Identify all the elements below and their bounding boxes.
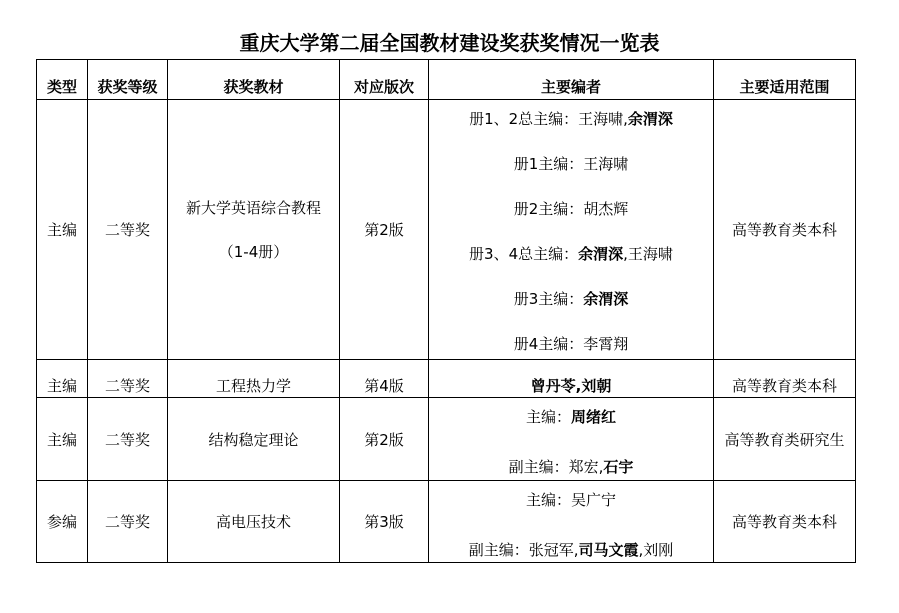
cell-scope: 高等教育类本科 [714, 100, 856, 360]
header-row [37, 60, 856, 100]
header-edition: 对应版次 [340, 60, 429, 100]
editor-line: 册4主编：李霄翔 [513, 335, 629, 354]
cell-type: 参编 [37, 481, 88, 563]
editor-line: 册3主编：余渭深 [513, 290, 629, 309]
cell-editors [429, 398, 714, 481]
cell-edition: 第4版 [340, 360, 429, 398]
editor-line: 册1主编：王海啸 [513, 154, 629, 173]
table-row [37, 100, 856, 360]
cell-level: 二等奖 [88, 100, 168, 360]
book-title: 新大学英语综合教程 [185, 198, 321, 217]
header-level: 获奖等级 [88, 60, 168, 100]
editor-line: 副主编：郑宏,石宇 [508, 458, 634, 476]
award-table [36, 59, 856, 563]
cell-edition: 第2版 [340, 398, 429, 481]
table-row [37, 398, 856, 481]
cell-scope: 高等教育类本科 [714, 481, 856, 563]
book-volumes: （1-4册） [218, 242, 289, 261]
cell-level: 二等奖 [88, 398, 168, 481]
editor-line: 册1、2总主编：王海啸,余渭深 [469, 109, 673, 128]
cell-edition: 第3版 [340, 481, 429, 563]
cell-scope: 高等教育类本科 [714, 360, 856, 398]
table-row [37, 360, 856, 398]
editor-line: 册2主编：胡杰辉 [513, 199, 629, 218]
cell-book: 高电压技术 [168, 481, 340, 563]
editor-line: 主编：吴广宁 [525, 490, 616, 509]
cell-editors [429, 360, 714, 398]
page-title: 重庆大学第二届全国教材建设奖获奖情况一览表 [239, 31, 660, 55]
cell-type: 主编 [37, 100, 88, 360]
cell-book [168, 100, 340, 360]
header-book: 获奖教材 [168, 60, 340, 100]
cell-level: 二等奖 [88, 481, 168, 563]
editor-line: 曾丹苓,刘朝 [530, 377, 612, 395]
cell-scope: 高等教育类研究生 [714, 398, 856, 481]
editor-line: 主编：周绪红 [525, 408, 617, 426]
cell-book: 工程热力学 [168, 360, 340, 398]
header-editors: 主要编者 [429, 60, 714, 100]
cell-editors [429, 100, 714, 360]
cell-type: 主编 [37, 398, 88, 481]
header-scope: 主要适用范围 [714, 60, 856, 100]
editor-line: 册3、4总主编：余渭深,王海啸 [469, 245, 673, 264]
cell-editors [429, 481, 714, 563]
cell-book: 结构稳定理论 [168, 398, 340, 481]
table-row [37, 481, 856, 563]
cell-type: 主编 [37, 360, 88, 398]
header-type: 类型 [37, 60, 88, 100]
editor-line: 副主编：张冠军,司马文霞,刘刚 [468, 540, 674, 559]
cell-edition: 第2版 [340, 100, 429, 360]
cell-level: 二等奖 [88, 360, 168, 398]
